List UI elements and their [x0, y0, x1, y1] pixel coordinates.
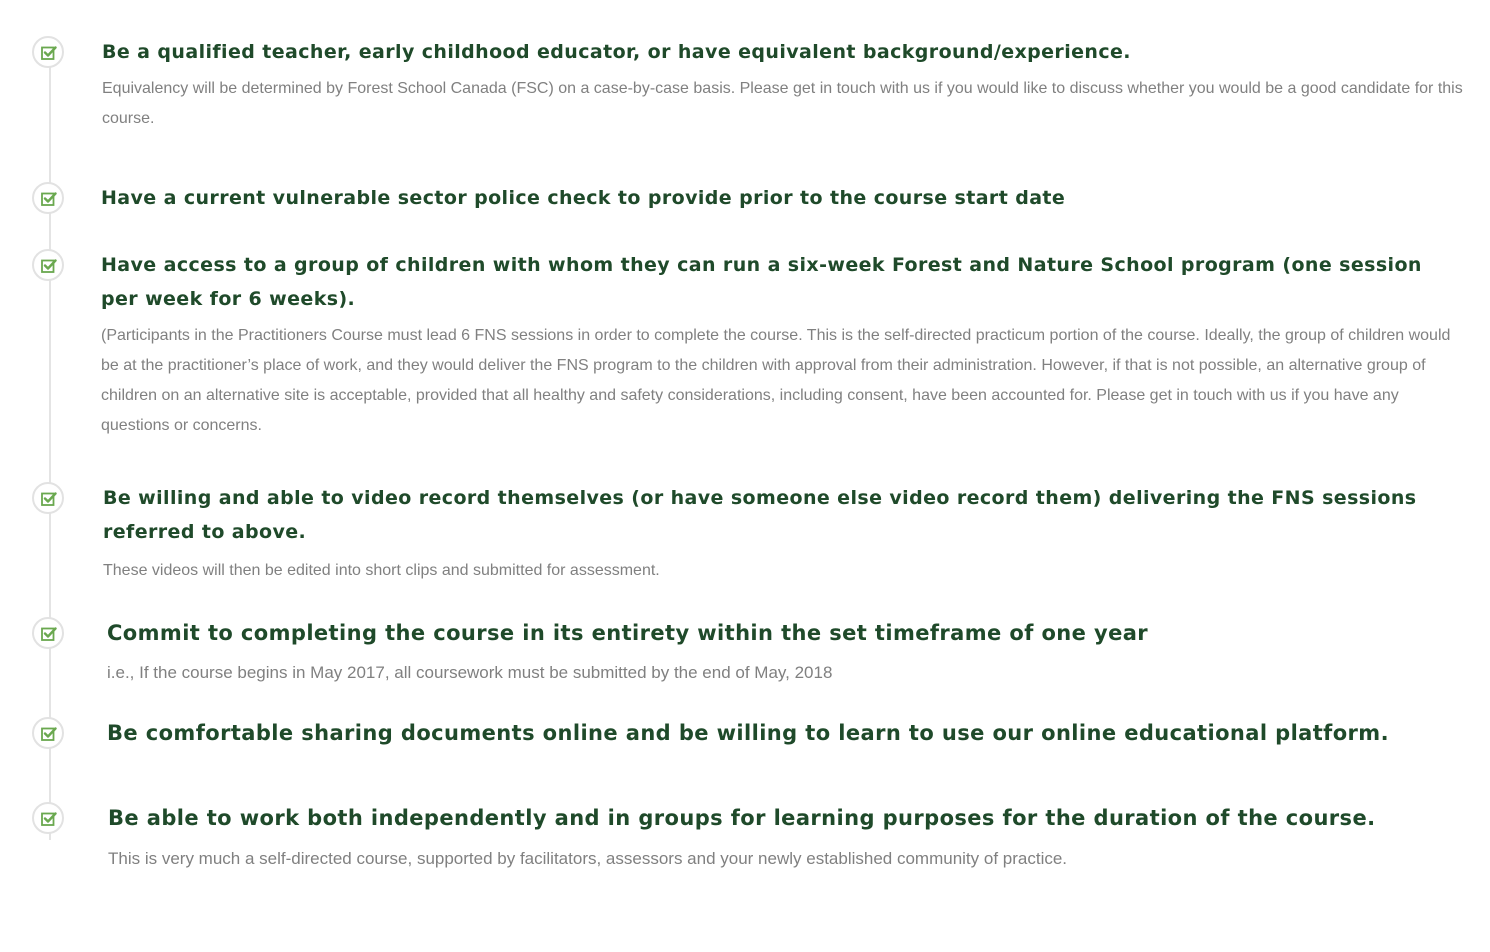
requirement-title: Be a qualified teacher, early childhood educator, or have equivalent background/experience.	[102, 41, 1131, 63]
checked-checkbox-icon	[32, 249, 64, 281]
requirement-title: Be comfortable sharing documents online and be willing to learn to use our online educational platform.	[107, 721, 1389, 745]
requirement-description: Equivalency will be determined by Forest School Canada (FSC) on a case-by-case basis. Please get in touch with us if you would like to discuss whether you would be a good candidate for this course.	[102, 80, 1463, 127]
requirement-title: Have a current vulnerable sector police check to provide prior to the course start date	[101, 187, 1066, 209]
requirement-title: Commit to completing the course in its entirety within the set timeframe of one year	[107, 621, 1149, 645]
checked-checkbox-icon	[32, 617, 64, 649]
checked-checkbox-icon	[32, 36, 64, 68]
requirement-description: i.e., If the course begins in May 2017, all coursework must be submitted by the end of May, 2018	[107, 663, 833, 682]
requirement-description: These videos will then be edited into short clips and submitted for assessment.	[103, 562, 660, 579]
requirement-title: Be willing and able to video record themselves (or have someone else video record them) delivering the FNS sessions referred to above.	[103, 487, 1417, 543]
checked-checkbox-icon	[32, 482, 64, 514]
requirement-title: Be able to work both independently and in groups for learning purposes for the duration of the course.	[108, 806, 1376, 830]
requirement-description: This is very much a self-directed course, supported by facilitators, assessors and your newly established community of practice.	[108, 849, 1068, 868]
requirement-title: Have access to a group of children with whom they can run a six-week Forest and Nature School program (one session per week for 6 weeks).	[101, 254, 1422, 310]
checked-checkbox-icon	[32, 717, 64, 749]
checked-checkbox-icon	[32, 802, 64, 834]
requirement-description: (Participants in the Practitioners Course must lead 6 FNS sessions in order to complete the course. This is the self-directed practicum portion of the course. Ideally, the group of children would be at the practitioner’s place of work, and they would deliver the FNS program to the children with approval from their administration. However, if that is not possible, an alternative group of children on an alternative site is acceptable, provided that all healthy and safety considerations, including consent, have been accounted for. Please get in touch with us if you have any questions or concerns.	[101, 327, 1451, 434]
checked-checkbox-icon	[32, 182, 64, 214]
